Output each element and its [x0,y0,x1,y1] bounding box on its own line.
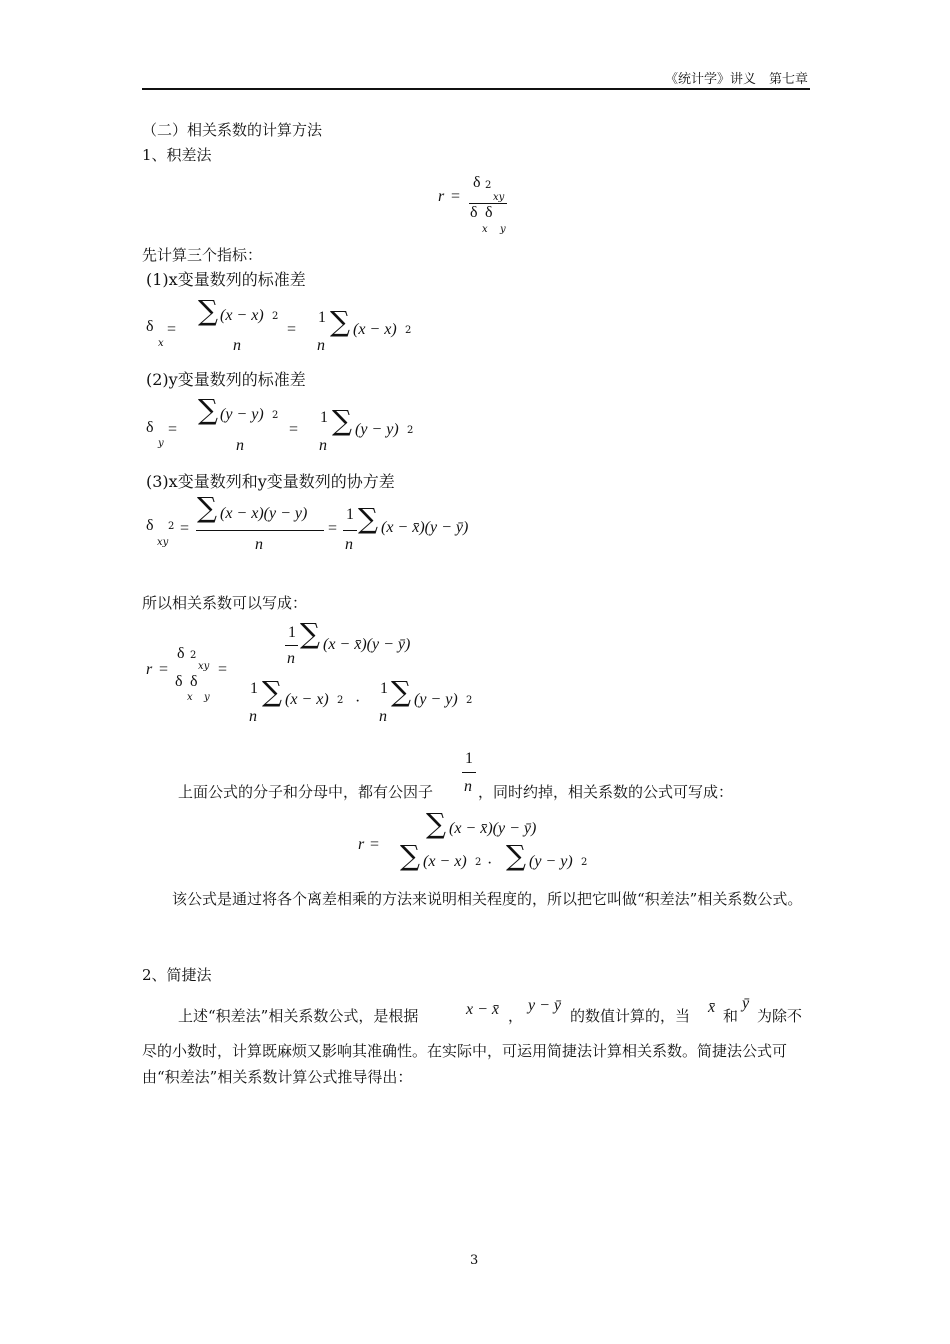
subsection-1-title: 1、积差法 [142,146,212,164]
page-number: 3 [470,1253,479,1268]
intro-text: 先计算三个指标： [142,246,263,264]
subsection-2-title: 2、简捷法 [142,966,212,984]
para-product-method: 该公式是通过将各个离差相乘的方法来说明相关程度的，所以把它叫做“积差法”相关系数公式。 [172,890,803,908]
header-rule [142,88,810,90]
item-2-heading: (2)y变量数列的标准差 [146,370,306,389]
header-title: 《统计学》讲义 第七章 [664,72,808,87]
item-1-heading: (1)x变量数列的标准差 [146,270,306,289]
section-title: （二）相关系数的计算方法 [142,121,323,139]
item-3-heading: (3)x变量数列和y变量数列的协方差 [146,472,395,491]
so-text: 所以相关系数可以写成： [142,594,308,612]
